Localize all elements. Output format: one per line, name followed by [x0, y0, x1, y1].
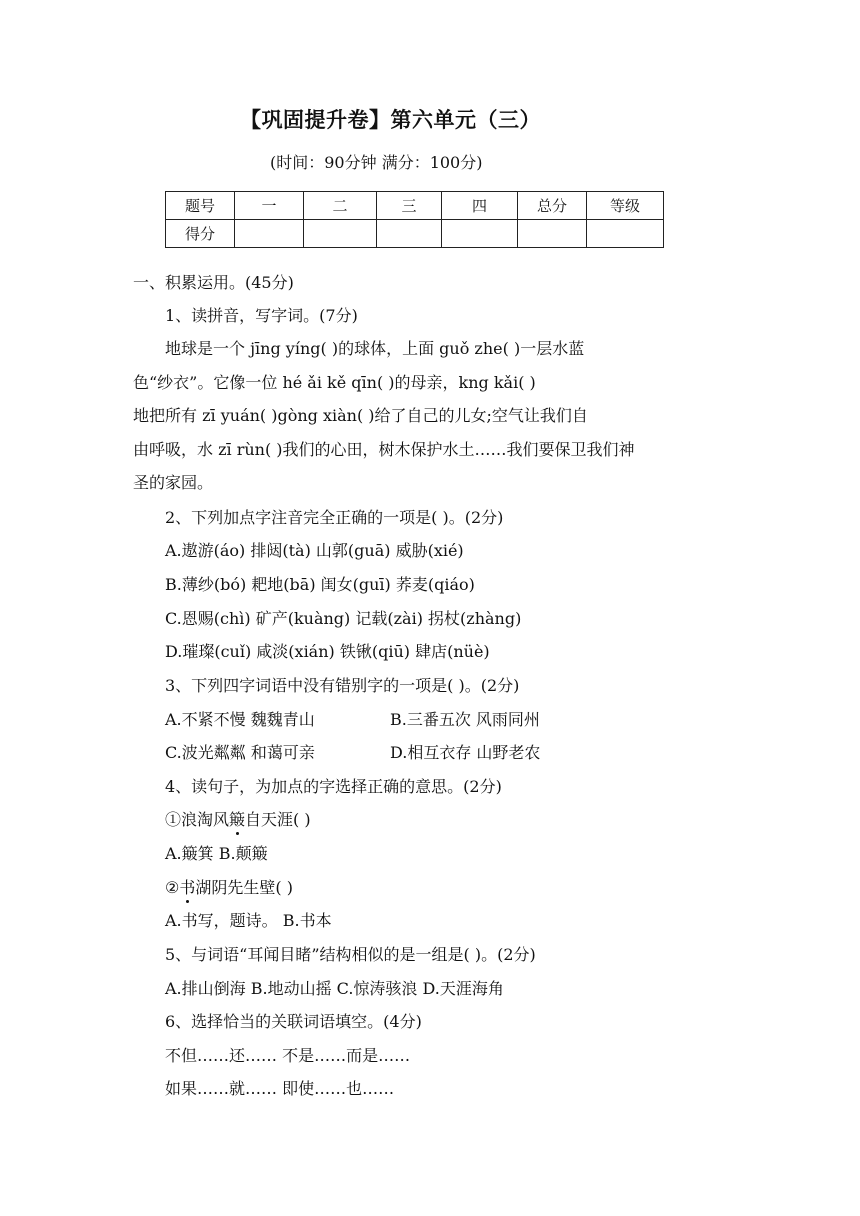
table-header-cell: 总分: [518, 192, 587, 220]
table-header-cell: 一: [235, 192, 304, 220]
conjunction-choices: 不但……还…… 不是……而是……: [165, 1046, 411, 1065]
table-header-row: [166, 192, 664, 220]
table-header-cell: 二: [304, 192, 377, 220]
exam-info: (时间：90分钟 满分：100分): [270, 153, 483, 172]
sentence-text: ②: [165, 878, 180, 897]
score-cell[interactable]: [304, 220, 377, 248]
paragraph-line: 圣的家园。: [133, 473, 214, 492]
table-row: [166, 220, 664, 248]
question-prompt: 3、下列四字词语中没有错别字的一项是( )。(2分): [165, 676, 520, 695]
table-row-label: 得分: [166, 220, 235, 248]
score-cell[interactable]: [377, 220, 442, 248]
table-header-cell: 等级: [587, 192, 664, 220]
question-prompt: 4、读句子，为加点的字选择正确的意思。(2分): [165, 777, 502, 796]
sentence-item: [165, 878, 293, 898]
dotted-character: 书: [179, 878, 196, 897]
table-header-cell: 题号: [166, 192, 235, 220]
question-prompt: 1、读拼音，写字词。(7分): [165, 306, 358, 325]
section-heading: 一、积累运用。(45分): [133, 273, 294, 292]
paragraph-line: 色“纱衣”。它像一位 hé ǎi kě qīn( )的母亲，kng kǎi( ): [133, 372, 536, 392]
question-prompt: 5、与词语“耳闻目睹”结构相似的是一组是( )。(2分): [165, 945, 536, 964]
score-cell[interactable]: [235, 220, 304, 248]
answer-option: A.书写，题诗。 B.书本: [165, 911, 332, 930]
page-title: 【巩固提升卷】第六单元（三）: [240, 107, 541, 132]
answer-option: B.薄纱(bó) 耙地(bā) 闺女(guī) 荞麦(qiáo): [165, 575, 475, 594]
answer-option: A.不紧不慢 魏魏青山: [165, 710, 315, 729]
answer-option: D.璀璨(cuǐ) 咸淡(xián) 铁锹(qiū) 肆店(nüè): [165, 642, 490, 661]
sentence-text: 湖阴先生壁( ): [195, 878, 293, 897]
sentence-text: ①浪淘风: [165, 810, 230, 829]
question-paragraph: [133, 332, 733, 500]
answer-option: C.恩赐(chì) 矿产(kuàng) 记载(zài) 拐杖(zhàng): [165, 609, 522, 628]
paragraph-line: 地球是一个 jīng yíng( )的球体，上面 guǒ zhe( )一层水蓝: [165, 339, 585, 358]
score-cell[interactable]: [587, 220, 664, 248]
answer-option: A.排山倒海 B.地动山摇 C.惊涛骇浪 D.天涯海角: [165, 979, 504, 998]
question-prompt: 6、选择恰当的关联词语填空。(4分): [165, 1012, 422, 1031]
sentence-text: 自天涯( ): [245, 810, 311, 829]
question-prompt: 2、下列加点字注音完全正确的一项是( )。(2分): [165, 508, 504, 527]
table-header-cell: 四: [442, 192, 518, 220]
answer-option: C.波光粼粼 和蔼可亲: [165, 743, 315, 762]
answer-option: A.遨游(áo) 排闼(tà) 山郭(guā) 威胁(xié): [165, 541, 464, 560]
answer-option: D.相互衣存 山野老农: [390, 743, 541, 762]
answer-option: B.三番五次 风雨同州: [390, 710, 540, 729]
score-table: [165, 191, 664, 248]
paragraph-line: 由呼吸，水 zī rùn( )我们的心田，树木保护水土……我们要保卫我们神: [133, 439, 635, 459]
conjunction-choices: 如果……就…… 即使……也……: [165, 1079, 395, 1098]
table-header-cell: 三: [377, 192, 442, 220]
answer-option: A.簸箕 B.颠簸: [165, 844, 268, 863]
score-cell[interactable]: [518, 220, 587, 248]
paragraph-line: 地把所有 zī yuán( )gòng xiàn( )给了自己的儿女;空气让我们自: [133, 406, 588, 425]
score-cell[interactable]: [442, 220, 518, 248]
dotted-character: 簸: [229, 810, 246, 829]
sentence-item: [165, 810, 311, 830]
